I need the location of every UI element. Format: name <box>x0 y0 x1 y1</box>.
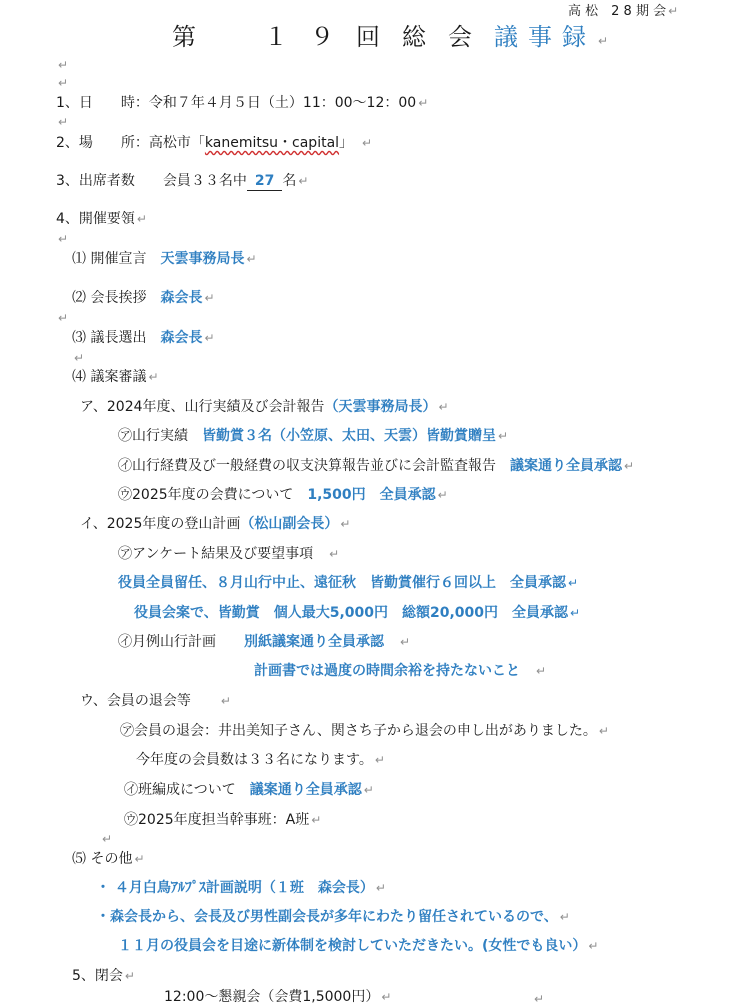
empty-paragraph: ↵ <box>102 832 113 846</box>
agenda-a-title: ア、2024年度、山行実績及び会計報告（天雲事務局長） ↵ <box>80 399 449 415</box>
agenda-u-item: 今年度の会員数は３３名になります。 ↵ <box>136 752 385 768</box>
attendance-count: 27 <box>254 173 275 189</box>
procedure-item: ⑶ 議長選出 森会長 ↵ <box>72 330 215 346</box>
agenda-u-title: ウ、会員の退会等 ↵ <box>80 693 231 709</box>
agenda-u-item: ㋐会員の退会：井出美知子さん、関さち子から退会の申し出がありました。 ↵ <box>120 723 609 739</box>
other-item: ・ ４月白鳥ｱﾙﾌﾟｽ計画説明（１班 森会長） ↵ <box>96 880 386 896</box>
title-blue: 議事録 <box>494 23 596 51</box>
place-line: 2、場 所：高松市「kanemitsu・capital」 ↵ <box>56 135 373 151</box>
closing-heading: 5、閉会 ↵ <box>72 968 135 984</box>
empty-paragraph: ↵ <box>74 351 85 365</box>
procedure-heading: 4、開催要領 ↵ <box>56 211 147 227</box>
empty-paragraph: ↵ <box>58 76 69 90</box>
other-heading: ⑸ その他 ↵ <box>72 851 145 867</box>
place-name: kanemitsu・capital <box>204 135 340 151</box>
other-item: １１月の役員会を目途に新体制を検討していただきたい。(女性でも良い） ↵ <box>118 938 599 954</box>
page-title: 第 １９回総会議事録 ↵ <box>172 23 631 51</box>
empty-paragraph: ↵ <box>58 311 69 325</box>
group-name: 高 松 2 8 期 会 ↵ <box>568 4 679 19</box>
other-item: ・森会長から、会長及び男性副会長が多年にわたり留任されているので、 ↵ <box>96 909 570 925</box>
agenda-u-item: ㋒2025年度担当幹事班：A班 ↵ <box>124 812 322 828</box>
agenda-i-decision: 役員全員留任、８月山行中止、遠征秋 皆勤賞催行６回以上 全員承認 ↵ <box>118 575 579 591</box>
procedure-item: ⑴ 開催宣言 天雲事務局長 ↵ <box>72 251 257 267</box>
agenda-i-decision: 役員会案で、皆勤賞 個人最大5,000円 総額20,000円 全員承認 ↵ <box>134 605 581 621</box>
procedure-item: ⑷ 議案審議 ↵ <box>72 369 159 385</box>
empty-paragraph: ↵ <box>58 232 69 246</box>
attendance-line: 3、出席者数 会員３３名中 27 名 ↵ <box>56 173 309 189</box>
procedure-item: ⑵ 会長挨拶 森会長 ↵ <box>72 290 215 306</box>
agenda-u-item: ㋑班編成について 議案通り全員承認 ↵ <box>124 782 374 798</box>
agenda-i-title: イ、2025年度の登山計画（松山副会長） ↵ <box>80 516 351 532</box>
agenda-i-item: ㋐アンケート結果及び要望事項 ↵ <box>118 546 340 562</box>
empty-paragraph: ↵ <box>58 115 69 129</box>
agenda-a-item: ㋑山行経費及び一般経費の収支決算報告並びに会計監査報告 議案通り全員承認 ↵ <box>118 458 635 474</box>
date-line: 1、日 時：令和７年４月５日（土）11：00～12：00 ↵ <box>56 95 429 111</box>
agenda-i-item: ㋑月例山行計画 別紙議案通り全員承認 ↵ <box>118 634 411 650</box>
closing-party: 12:00～懇親会（会費1,5000円） ↵ <box>164 989 392 1005</box>
agenda-a-item: ㋐山行実績 皆勤賞３名（小笠原、太田、天雲）皆勤賞贈呈 ↵ <box>118 428 509 444</box>
empty-paragraph: ↵ <box>534 992 545 1006</box>
empty-paragraph: ↵ <box>58 58 69 72</box>
agenda-i-note: 計画書では過度の時間余裕を持たないこと ↵ <box>254 663 547 679</box>
title-plain: 第 １９回総会 <box>172 23 494 51</box>
agenda-a-item: ㋒2025年度の会費について 1,500円 全員承認 ↵ <box>118 487 448 503</box>
